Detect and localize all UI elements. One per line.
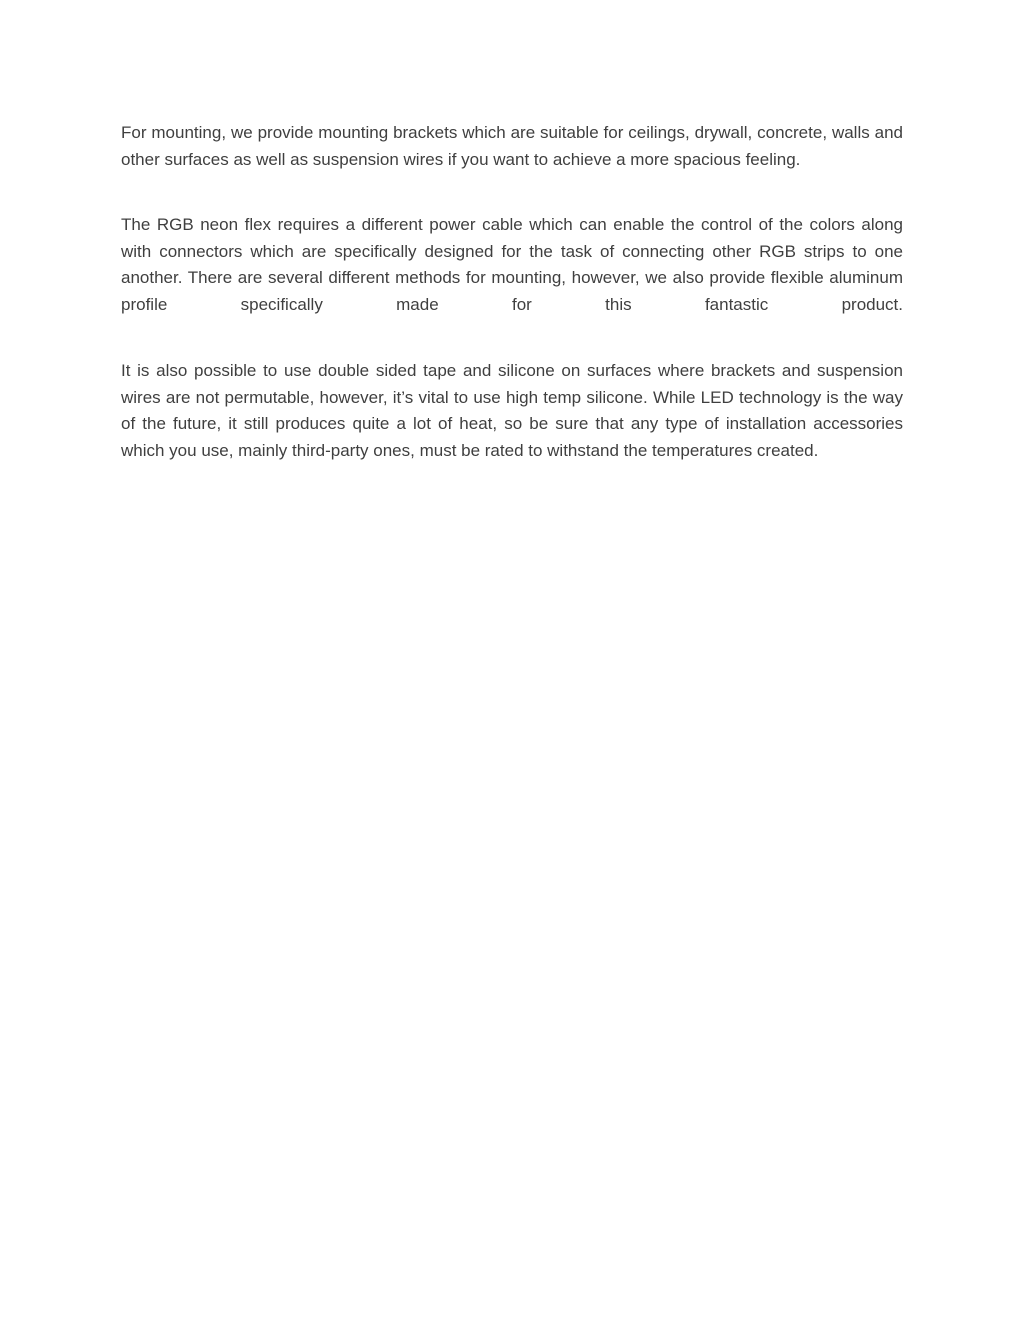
document-body <box>121 120 903 464</box>
paragraph-tape-and-silicone: It is also possible to use double sided tape and silicone on surfaces where brackets and suspension wires are not permutable, however, it’s vital to use high temp silicone. While LED technology is the way of the future, it still produces quite a lot of heat, so be sure that any type of installation accessories which you use, mainly third-party ones, must be rated to withstand the temperatures created. <box>121 361 903 460</box>
paragraph-rgb-neon-flex: The RGB neon flex requires a different power cable which can enable the control of the colors along with connectors which are specifically designed for the task of connecting other RGB strips to one another. There are several different methods for mounting, however, we also provide flexible aluminum profile specifically made for this fantastic product. <box>121 215 903 314</box>
paragraph-mounting-brackets: For mounting, we provide mounting brackets which are suitable for ceilings, drywall, concrete, walls and other surfaces as well as suspension wires if you want to achieve a more spacious feeling. <box>121 123 903 169</box>
